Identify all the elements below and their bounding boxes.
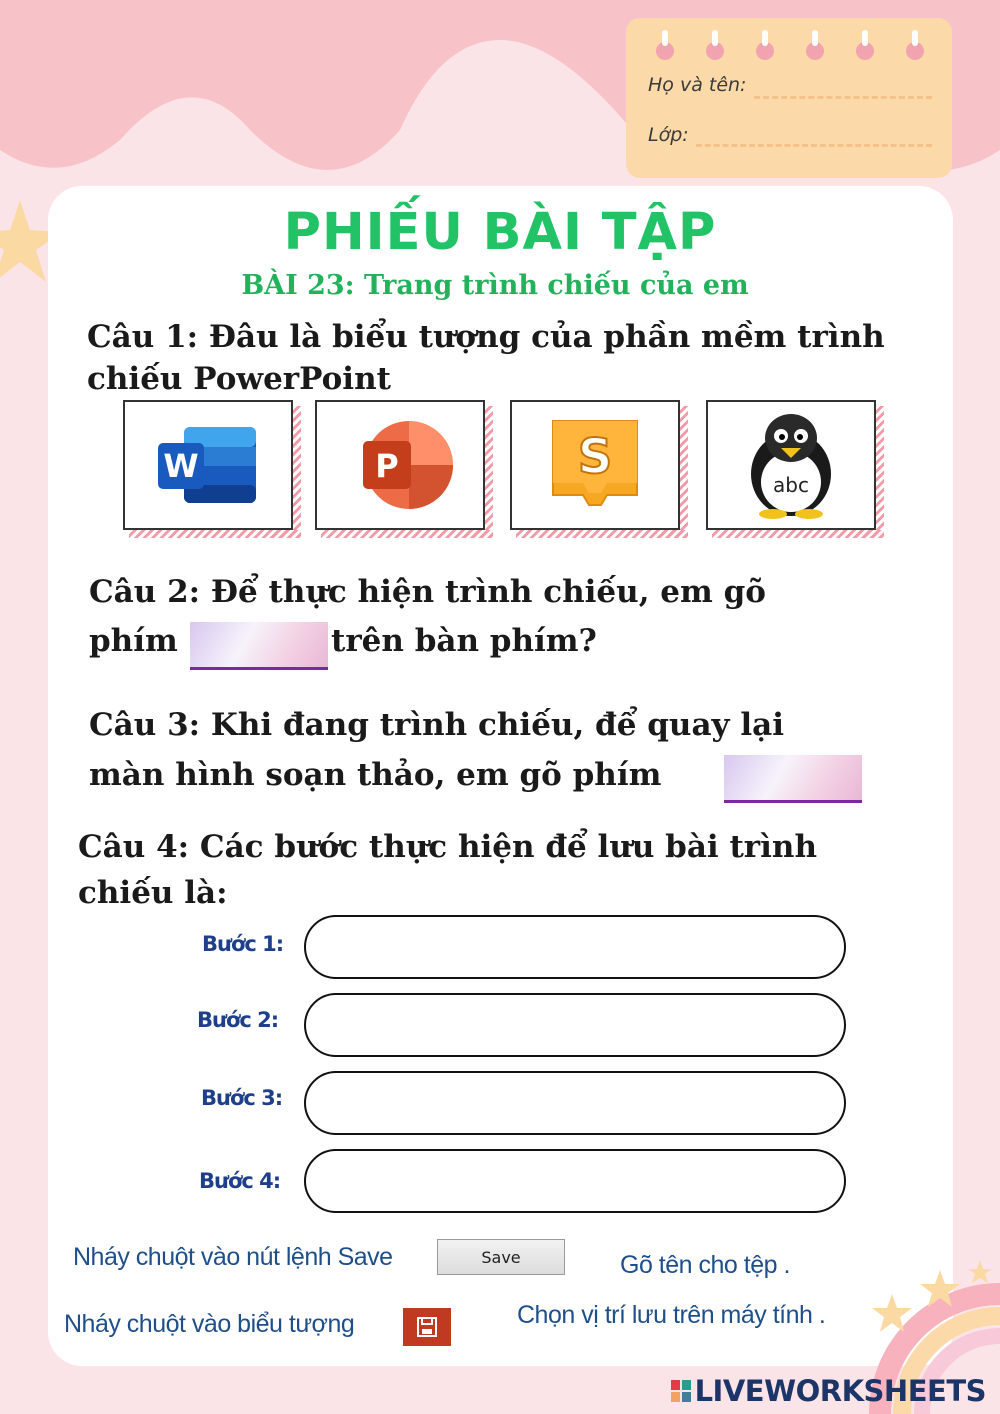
option-click-save-button[interactable]: Nháy chuột vào nút lệnh Save [73,1243,393,1271]
option-powerpoint[interactable] [315,400,485,530]
step-4-label: Bước 4: [199,1169,281,1193]
ring-icon [706,42,724,60]
step-1-label: Bước 1: [202,932,284,956]
question-4-line-2: chiếu là: [78,875,228,911]
page-title: PHIẾU BÀI TẬP [283,203,717,262]
step-3-drop-zone[interactable] [304,1071,846,1135]
answer-blank-q2[interactable] [190,622,328,670]
name-field[interactable] [754,96,932,99]
class-field[interactable] [696,144,932,147]
question-1-line-2: chiếu PowerPoint [87,361,391,397]
question-2-line-2-end: trên bàn phím? [331,623,597,659]
word-icon [156,423,260,507]
svg-text:S: S [577,429,613,485]
ring-icon [656,42,674,60]
lesson-subtitle: BÀI 23: Trang trình chiếu của em [241,270,749,301]
option-scratch[interactable] [510,400,680,530]
step-2-drop-zone[interactable] [304,993,846,1057]
ring-icon [756,42,774,60]
question-2 [89,569,766,615]
scratch-icon [545,413,645,517]
svg-text:W: W [163,447,199,485]
save-button-image: Save [437,1239,565,1275]
star-decoration-icon [872,1294,912,1334]
question-3 [89,702,784,798]
class-label: Lớp: [648,124,689,146]
option-word[interactable] [123,400,293,530]
question-4-line-1: Câu 4: Các bước thực hiện để lưu bài trình [78,829,817,865]
question-1-line-1: Câu 1: Đâu là biểu tượng của phần mềm trình [87,319,885,355]
liveworksheets-logo-icon [671,1380,691,1402]
option-click-save-icon[interactable]: Nháy chuột vào biểu tượng [64,1310,355,1338]
ring-icon [806,42,824,60]
floppy-save-icon [403,1308,451,1346]
question-3-line-2: màn hình soạn thảo, em gõ phím [89,757,662,793]
ring-icon [906,42,924,60]
answer-blank-q3[interactable] [724,755,862,803]
svg-text:abc: abc [773,473,809,497]
question-2-line-1: Câu 2: Để thực hiện trình chiếu, em gõ [89,574,766,610]
name-label: Họ và tên: [648,74,747,96]
step-4-drop-zone[interactable] [304,1149,846,1213]
name-card [626,18,952,178]
option-penguin[interactable] [706,400,876,530]
option-choose-save-location[interactable]: Chọn vị trí lưu trên máy tính . [517,1301,826,1329]
liveworksheets-brand [671,1374,986,1408]
powerpoint-icon [345,417,455,513]
step-3-label: Bước 3: [201,1086,283,1110]
step-2-label: Bước 2: [197,1008,279,1032]
question-2-line-2-start: phím [89,623,178,659]
question-4 [78,824,817,916]
question-3-line-1: Câu 3: Khi đang trình chiếu, để quay lại [89,707,784,743]
question-1 [87,314,885,402]
ring-icon [856,42,874,60]
svg-text:P: P [375,447,399,485]
penguin-icon [731,410,851,520]
step-1-drop-zone[interactable] [304,915,846,979]
brand-text: LIVEWORKSHEETS [694,1374,986,1408]
option-type-file-name[interactable]: Gõ tên cho tệp . [620,1251,790,1279]
